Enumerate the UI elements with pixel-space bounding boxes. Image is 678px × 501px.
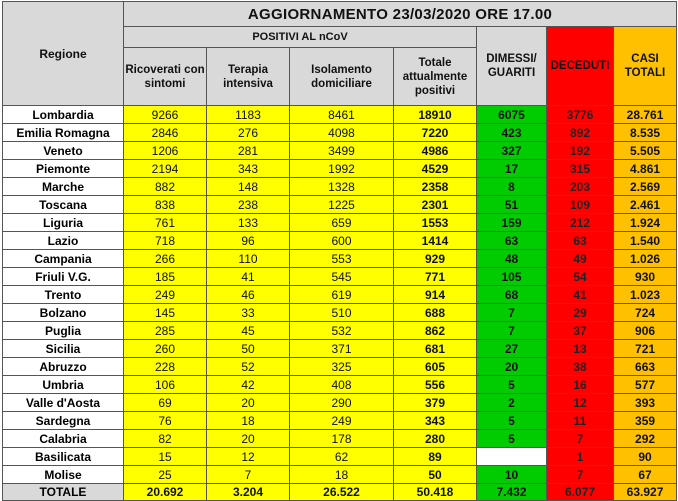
deceased-cell: 49 — [547, 250, 614, 268]
home-isolation-cell: 553 — [290, 250, 394, 268]
deceased-cell: 7 — [547, 466, 614, 484]
table-row — [3, 286, 677, 304]
table-row — [3, 178, 677, 196]
region-name: Umbria — [3, 376, 124, 394]
table-row — [3, 124, 677, 142]
total-positive-cell: 18910 — [394, 106, 477, 124]
region-name: Molise — [3, 466, 124, 484]
icu-cell: 33 — [207, 304, 290, 322]
recovered-cell: 10 — [477, 466, 547, 484]
icu-cell: 45 — [207, 322, 290, 340]
home-isolation-cell: 659 — [290, 214, 394, 232]
total-cases-cell: 292 — [614, 430, 677, 448]
table-header — [3, 2, 677, 106]
region-name: Puglia — [3, 322, 124, 340]
total-positive-cell: 862 — [394, 322, 477, 340]
icu-cell: 20 — [207, 394, 290, 412]
home-isolation-cell: 1328 — [290, 178, 394, 196]
total-cases-cell: 28.761 — [614, 106, 677, 124]
deceased-cell: 13 — [547, 340, 614, 358]
region-name: Liguria — [3, 214, 124, 232]
recovered-cell: 51 — [477, 196, 547, 214]
deceased-cell: 3776 — [547, 106, 614, 124]
total-deceased: 6.077 — [547, 484, 614, 501]
icu-cell: 1183 — [207, 106, 290, 124]
positives-group-header: POSITIVI AL nCoV — [124, 27, 477, 48]
totals-label: TOTALE — [3, 484, 124, 501]
deceased-cell: 54 — [547, 268, 614, 286]
icu-cell: 50 — [207, 340, 290, 358]
home-isolation-cell: 3499 — [290, 142, 394, 160]
deceased-column-header: DECEDUTI — [547, 27, 614, 106]
total-cases-column-header: CASI TOTALI — [614, 27, 677, 106]
deceased-cell: 203 — [547, 178, 614, 196]
total-positive-cell: 4529 — [394, 160, 477, 178]
total-positive-cell: 2358 — [394, 178, 477, 196]
recovered-cell: 27 — [477, 340, 547, 358]
total-recovered: 7.432 — [477, 484, 547, 501]
icu-cell: 42 — [207, 376, 290, 394]
total-positive-cell: 4986 — [394, 142, 477, 160]
deceased-cell: 315 — [547, 160, 614, 178]
hospitalized-cell: 882 — [124, 178, 207, 196]
home-isolation-cell: 1225 — [290, 196, 394, 214]
hospitalized-cell: 2194 — [124, 160, 207, 178]
region-column-header: Regione — [3, 2, 124, 106]
hospitalized-cell: 76 — [124, 412, 207, 430]
recovered-cell: 7 — [477, 322, 547, 340]
total-cases-cell: 90 — [614, 448, 677, 466]
icu-cell: 133 — [207, 214, 290, 232]
home-isolation-cell: 62 — [290, 448, 394, 466]
covid-table — [2, 1, 677, 501]
home-isolation-cell: 249 — [290, 412, 394, 430]
icu-cell: 96 — [207, 232, 290, 250]
total-home-isolation: 26.522 — [290, 484, 394, 501]
total-cases-cell: 1.023 — [614, 286, 677, 304]
total-cases-cell: 5.505 — [614, 142, 677, 160]
icu-cell: 20 — [207, 430, 290, 448]
home-isolation-column-header: Isolamento domiciliare — [290, 48, 394, 106]
region-name: Marche — [3, 178, 124, 196]
table-row — [3, 394, 677, 412]
total-positive-cell: 89 — [394, 448, 477, 466]
home-isolation-cell: 545 — [290, 268, 394, 286]
icu-cell: 41 — [207, 268, 290, 286]
region-name: Campania — [3, 250, 124, 268]
report-title: AGGIORNAMENTO 23/03/2020 ORE 17.00 — [124, 2, 677, 27]
total-positive-cell: 914 — [394, 286, 477, 304]
home-isolation-cell: 1992 — [290, 160, 394, 178]
deceased-cell: 892 — [547, 124, 614, 142]
region-name: Valle d'Aosta — [3, 394, 124, 412]
hospitalized-cell: 25 — [124, 466, 207, 484]
table-row — [3, 448, 677, 466]
home-isolation-cell: 619 — [290, 286, 394, 304]
deceased-cell: 12 — [547, 394, 614, 412]
total-positive-cell: 771 — [394, 268, 477, 286]
table-row — [3, 268, 677, 286]
icu-cell: 46 — [207, 286, 290, 304]
recovered-cell: 8 — [477, 178, 547, 196]
icu-cell: 52 — [207, 358, 290, 376]
region-name: Trento — [3, 286, 124, 304]
deceased-cell: 38 — [547, 358, 614, 376]
total-cases-cell: 906 — [614, 322, 677, 340]
recovered-cell: 5 — [477, 376, 547, 394]
recovered-cell: 5 — [477, 412, 547, 430]
table-row — [3, 232, 677, 250]
recovered-cell: 7 — [477, 304, 547, 322]
deceased-cell: 192 — [547, 142, 614, 160]
table-row — [3, 466, 677, 484]
region-name: Sicilia — [3, 340, 124, 358]
total-positive-cell: 1414 — [394, 232, 477, 250]
total-total-cases: 63.927 — [614, 484, 677, 501]
table-row — [3, 412, 677, 430]
totals-row — [3, 484, 677, 501]
total-positive-cell: 379 — [394, 394, 477, 412]
hospitalized-cell: 2846 — [124, 124, 207, 142]
recovered-cell: 17 — [477, 160, 547, 178]
total-cases-cell: 1.924 — [614, 214, 677, 232]
icu-cell: 343 — [207, 160, 290, 178]
table-row — [3, 250, 677, 268]
total-positive-cell: 929 — [394, 250, 477, 268]
total-cases-cell: 359 — [614, 412, 677, 430]
hospitalized-column-header: Ricoverati con sintomi — [124, 48, 207, 106]
total-cases-cell: 67 — [614, 466, 677, 484]
total-positive-column-header: Totale attualmente positivi — [394, 48, 477, 106]
recovered-cell: 63 — [477, 232, 547, 250]
home-isolation-cell: 18 — [290, 466, 394, 484]
recovered-cell: 6075 — [477, 106, 547, 124]
region-name: Lazio — [3, 232, 124, 250]
total-cases-cell: 8.535 — [614, 124, 677, 142]
recovered-cell — [477, 448, 547, 466]
hospitalized-cell: 15 — [124, 448, 207, 466]
deceased-cell: 1 — [547, 448, 614, 466]
hospitalized-cell: 9266 — [124, 106, 207, 124]
region-name: Toscana — [3, 196, 124, 214]
home-isolation-cell: 4098 — [290, 124, 394, 142]
table-row — [3, 106, 677, 124]
total-positive-cell: 681 — [394, 340, 477, 358]
icu-cell: 110 — [207, 250, 290, 268]
deceased-cell: 7 — [547, 430, 614, 448]
total-cases-cell: 930 — [614, 268, 677, 286]
region-name: Bolzano — [3, 304, 124, 322]
recovered-cell: 423 — [477, 124, 547, 142]
total-total-positive: 50.418 — [394, 484, 477, 501]
hospitalized-cell: 260 — [124, 340, 207, 358]
hospitalized-cell: 228 — [124, 358, 207, 376]
hospitalized-cell: 82 — [124, 430, 207, 448]
icu-cell: 18 — [207, 412, 290, 430]
region-name: Sardegna — [3, 412, 124, 430]
deceased-cell: 212 — [547, 214, 614, 232]
total-hospitalized: 20.692 — [124, 484, 207, 501]
region-name: Emilia Romagna — [3, 124, 124, 142]
table-row — [3, 430, 677, 448]
table-row — [3, 340, 677, 358]
total-cases-cell: 724 — [614, 304, 677, 322]
home-isolation-cell: 532 — [290, 322, 394, 340]
hospitalized-cell: 718 — [124, 232, 207, 250]
total-cases-cell: 2.569 — [614, 178, 677, 196]
total-positive-cell: 343 — [394, 412, 477, 430]
hospitalized-cell: 266 — [124, 250, 207, 268]
hospitalized-cell: 1206 — [124, 142, 207, 160]
region-name: Veneto — [3, 142, 124, 160]
total-cases-cell: 1.540 — [614, 232, 677, 250]
deceased-cell: 29 — [547, 304, 614, 322]
region-name: Calabria — [3, 430, 124, 448]
recovered-cell: 5 — [477, 430, 547, 448]
total-positive-cell: 280 — [394, 430, 477, 448]
hospitalized-cell: 285 — [124, 322, 207, 340]
recovered-cell: 2 — [477, 394, 547, 412]
hospitalized-cell: 761 — [124, 214, 207, 232]
table-row — [3, 214, 677, 232]
hospitalized-cell: 145 — [124, 304, 207, 322]
region-name: Abruzzo — [3, 358, 124, 376]
total-cases-cell: 2.461 — [614, 196, 677, 214]
region-name: Lombardia — [3, 106, 124, 124]
icu-column-header: Terapia intensiva — [207, 48, 290, 106]
total-cases-cell: 1.026 — [614, 250, 677, 268]
recovered-cell: 48 — [477, 250, 547, 268]
icu-cell: 276 — [207, 124, 290, 142]
total-positive-cell: 1553 — [394, 214, 477, 232]
icu-cell: 281 — [207, 142, 290, 160]
region-name: Piemonte — [3, 160, 124, 178]
total-icu: 3.204 — [207, 484, 290, 501]
deceased-cell: 63 — [547, 232, 614, 250]
table-footer — [3, 484, 677, 501]
table-row — [3, 376, 677, 394]
deceased-cell: 11 — [547, 412, 614, 430]
region-name: Basilicata — [3, 448, 124, 466]
hospitalized-cell: 838 — [124, 196, 207, 214]
home-isolation-cell: 178 — [290, 430, 394, 448]
deceased-cell: 109 — [547, 196, 614, 214]
recovered-column-header: DIMESSI/ GUARITI — [477, 27, 547, 106]
hospitalized-cell: 249 — [124, 286, 207, 304]
hospitalized-cell: 106 — [124, 376, 207, 394]
hospitalized-cell: 185 — [124, 268, 207, 286]
home-isolation-cell: 325 — [290, 358, 394, 376]
total-positive-cell: 7220 — [394, 124, 477, 142]
recovered-cell: 159 — [477, 214, 547, 232]
home-isolation-cell: 600 — [290, 232, 394, 250]
home-isolation-cell: 510 — [290, 304, 394, 322]
total-positive-cell: 2301 — [394, 196, 477, 214]
total-positive-cell: 688 — [394, 304, 477, 322]
deceased-cell: 41 — [547, 286, 614, 304]
table-row — [3, 358, 677, 376]
total-cases-cell: 721 — [614, 340, 677, 358]
total-cases-cell: 663 — [614, 358, 677, 376]
icu-cell: 238 — [207, 196, 290, 214]
table-row — [3, 304, 677, 322]
region-name: Friuli V.G. — [3, 268, 124, 286]
table-row — [3, 142, 677, 160]
recovered-cell: 20 — [477, 358, 547, 376]
home-isolation-cell: 290 — [290, 394, 394, 412]
icu-cell: 148 — [207, 178, 290, 196]
deceased-cell: 16 — [547, 376, 614, 394]
home-isolation-cell: 8461 — [290, 106, 394, 124]
home-isolation-cell: 408 — [290, 376, 394, 394]
total-cases-cell: 577 — [614, 376, 677, 394]
total-cases-cell: 4.861 — [614, 160, 677, 178]
home-isolation-cell: 371 — [290, 340, 394, 358]
total-positive-cell: 556 — [394, 376, 477, 394]
table-body — [3, 106, 677, 484]
total-cases-cell: 393 — [614, 394, 677, 412]
icu-cell: 12 — [207, 448, 290, 466]
hospitalized-cell: 69 — [124, 394, 207, 412]
recovered-cell: 105 — [477, 268, 547, 286]
total-positive-cell: 50 — [394, 466, 477, 484]
table-row — [3, 322, 677, 340]
total-positive-cell: 605 — [394, 358, 477, 376]
recovered-cell: 68 — [477, 286, 547, 304]
table-row — [3, 196, 677, 214]
deceased-cell: 37 — [547, 322, 614, 340]
icu-cell: 7 — [207, 466, 290, 484]
recovered-cell: 327 — [477, 142, 547, 160]
table-row — [3, 160, 677, 178]
